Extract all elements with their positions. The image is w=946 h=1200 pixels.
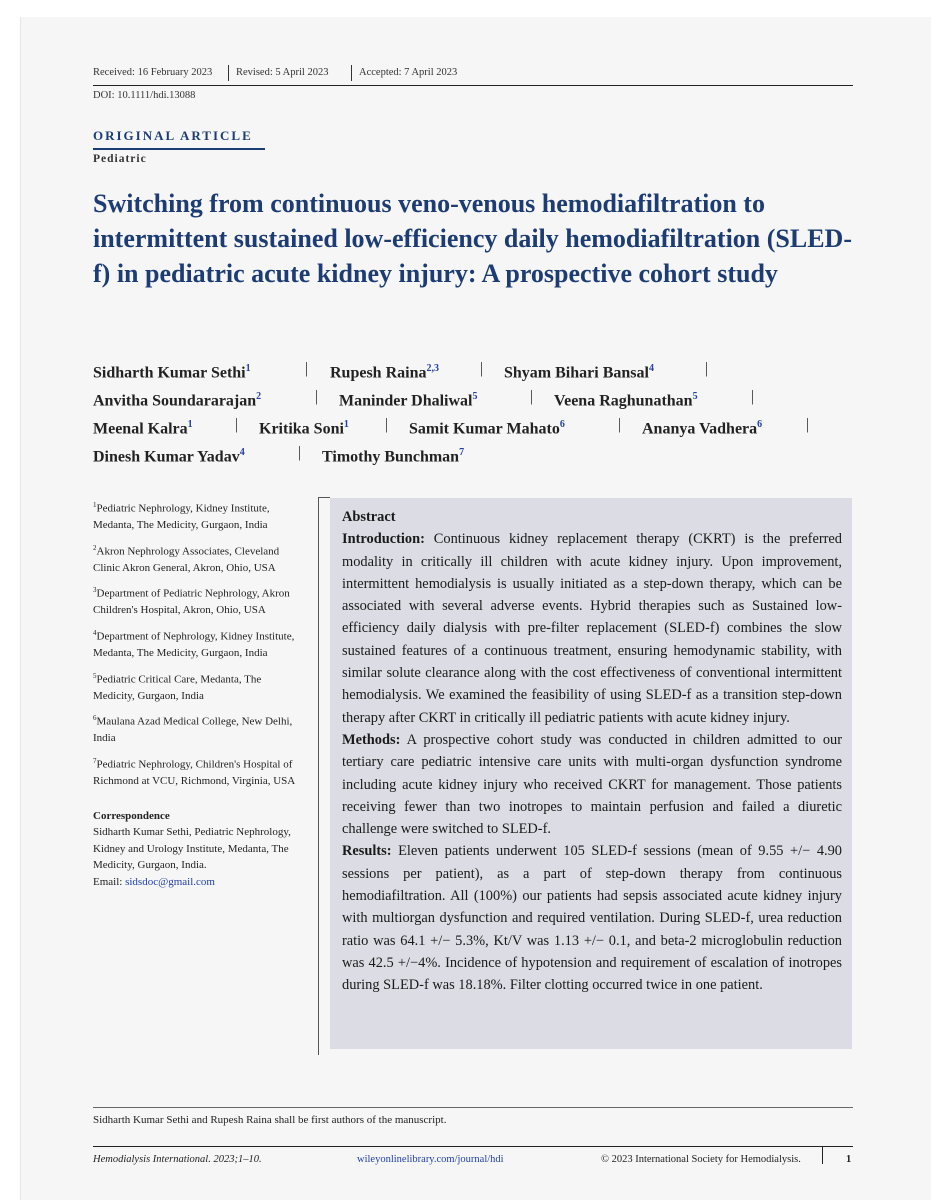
abstract [342,506,842,997]
abstract-results: Results: Eleven patients underwent 105 SLED-f sessions (mean of 9.55 +/− 4.90 sessions per patient), as a part of step-down therapy from continuous hemodiafiltration. All (100%) our patients had sepsis associated acute kidney injury with multiorgan dysfunction and required ventilation. During SLED-f, urea reduction ratio was 64.1 +/− 5.3%, Kt/V was 1.13 +/− 0.1, and beta-2 microglobulin reduction was 42.5 +/−4%. Incidence of hypotension and requirement of escalation of inotropes during SLED-f was 18.18%. Filter clotting occurred twice in one patient. [342,843,842,994]
article-subcategory: Pediatric [93,153,147,165]
abstract-border [318,497,319,1055]
footer-rule [93,1146,853,1147]
author[interactable]: Anvitha Soundararajan$^2$ [93,391,262,410]
email-link[interactable]: sidsdoc@gmail.com [125,875,215,888]
footnote: Sidharth Kumar Sethi and Rupesh Raina shall be first authors of the manuscript. [93,1114,447,1126]
accepted-date: Accepted: 7 April 2023 [359,67,458,78]
author[interactable]: Ananya Vadhera$^6$ [642,419,763,438]
author-line [93,439,853,467]
affiliation-item: $^1$Pediatric Nephrology, Kidney Institute, Medanta, The Medicity, Gurgaon, India [93,501,270,532]
abstract-border-top [318,497,330,498]
author[interactable]: Veena Raghunathan$^5$ [554,391,698,410]
page-number: 1 [846,1154,852,1165]
author-separator: | [385,416,389,433]
revised-date: Revised: 5 April 2023 [236,67,329,78]
article-title: Switching from continuous veno-venous hemodiafiltration to intermittent sustained low-efficiency daily hemodiafiltration (SLED-f) in pediatric acute kidney injury: A prospective cohort study [93,189,852,288]
abstract-heading: Abstract [342,509,396,525]
copyright: © 2023 International Society for Hemodialysis. [601,1154,801,1165]
affiliation-item: $^3$Department of Pediatric Nephrology, Akron Children's Hospital, Akron, Ohio, USA [93,586,290,617]
author-separator: | [705,360,709,377]
affiliation-item: $^4$Department of Nephrology, Kidney Institute, Medanta, The Medicity, Gurgaon, India [93,628,295,660]
author-line [93,355,853,383]
abstract-methods: Methods: A prospective cohort study was conducted in children admitted to our tertiary care pediatric intensive care units with multi-organ dysfunction syndrome including acute kidney injury who received CKRT for management. Those patients receiving fewer than two inotropes to maintain perfusion and failed a diuretic challenge were switched to SLED-f. [342,731,842,838]
affiliations [93,497,303,890]
divider [351,65,352,81]
affiliation-item: $^2$Akron Nephrology Associates, Cleveland Clinic Akron General, Akron, Ohio, USA [93,543,280,574]
author-line [93,411,853,439]
author-separator: | [298,444,302,461]
journal-citation: Hemodialysis International. 2023;1–10. [93,1154,262,1165]
author-separator: | [480,360,484,377]
author[interactable]: Maninder Dhaliwal$^5$ [339,391,478,410]
affiliation-item: $^7$Pediatric Nephrology, Children's Hospital of Richmond at VCU, Richmond, Virginia, USA [93,756,296,788]
author[interactable]: Kritika Soni$^1$ [259,419,349,438]
received-date: Received: 16 February 2023 [93,67,213,78]
article-type-rule [93,148,265,150]
author-separator: | [618,416,622,433]
author-separator: | [530,388,534,405]
doi[interactable]: DOI: 10.1111/hdi.13088 [93,90,196,101]
author-separator: | [235,416,239,433]
author-line [93,383,853,411]
correspondence-heading: Correspondence [93,809,170,822]
author-separator: | [305,360,309,377]
author-separator: | [751,388,755,405]
affiliation-item: $^5$Pediatric Critical Care, Medanta, The Medicity, Gurgaon, India [93,671,262,702]
footnote-rule [93,1107,853,1108]
author[interactable]: Samit Kumar Mahato$^6$ [409,419,565,438]
correspondence-address: Sidharth Kumar Sethi, Pediatric Nephrology, Kidney and Urology Institute, Medanta, The Medicity, Gurgaon, India. [93,826,291,872]
divider [228,65,229,81]
affiliation-item: $^6$Maulana Azad Medical College, New Delhi, India [93,714,293,745]
author[interactable]: Timothy Bunchman$^7$ [322,447,465,466]
correspondence-email: Email: sidsdoc@gmail.com [93,875,215,888]
journal-url[interactable]: wileyonlinelibrary.com/journal/hdi [357,1154,504,1165]
author[interactable]: Rupesh Raina$^{2,3}$ [330,363,439,382]
author-list [93,355,853,467]
author[interactable]: Sidharth Kumar Sethi$^1$ [93,363,251,382]
abstract-introduction: Introduction: Continuous kidney replacement therapy (CKRT) is the preferred modality in critically ill children with acute kidney injury. Upon improvement, intermittent hemodialysis is usually initiated as a step-down therapy, which can be associated with several adverse events. Hybrid therapies such as Sustained low-efficiency daily dialysis with pre-filter replacement (SLED-f) combines the slow sustained features of a continuous treatment, ensuring hemodynamic stability, with similar solute clearance along with the cost effectiveness of conventional intermittent hemodialysis. We examined the feasibility of using SLED-f as a transition step-down therapy after CKRT in critically ill pediatric patients with acute kidney injury. [342,531,842,726]
author[interactable]: Meenal Kalra$^1$ [93,419,193,438]
author-separator: | [315,388,319,405]
article-type: ORIGINAL ARTICLE [93,128,253,143]
footer-divider [822,1146,823,1164]
dates-row [93,67,853,85]
header-rule [93,85,853,86]
author[interactable]: Shyam Bihari Bansal$^4$ [504,363,654,382]
author-separator: | [806,416,810,433]
author[interactable]: Dinesh Kumar Yadav$^4$ [93,447,245,466]
